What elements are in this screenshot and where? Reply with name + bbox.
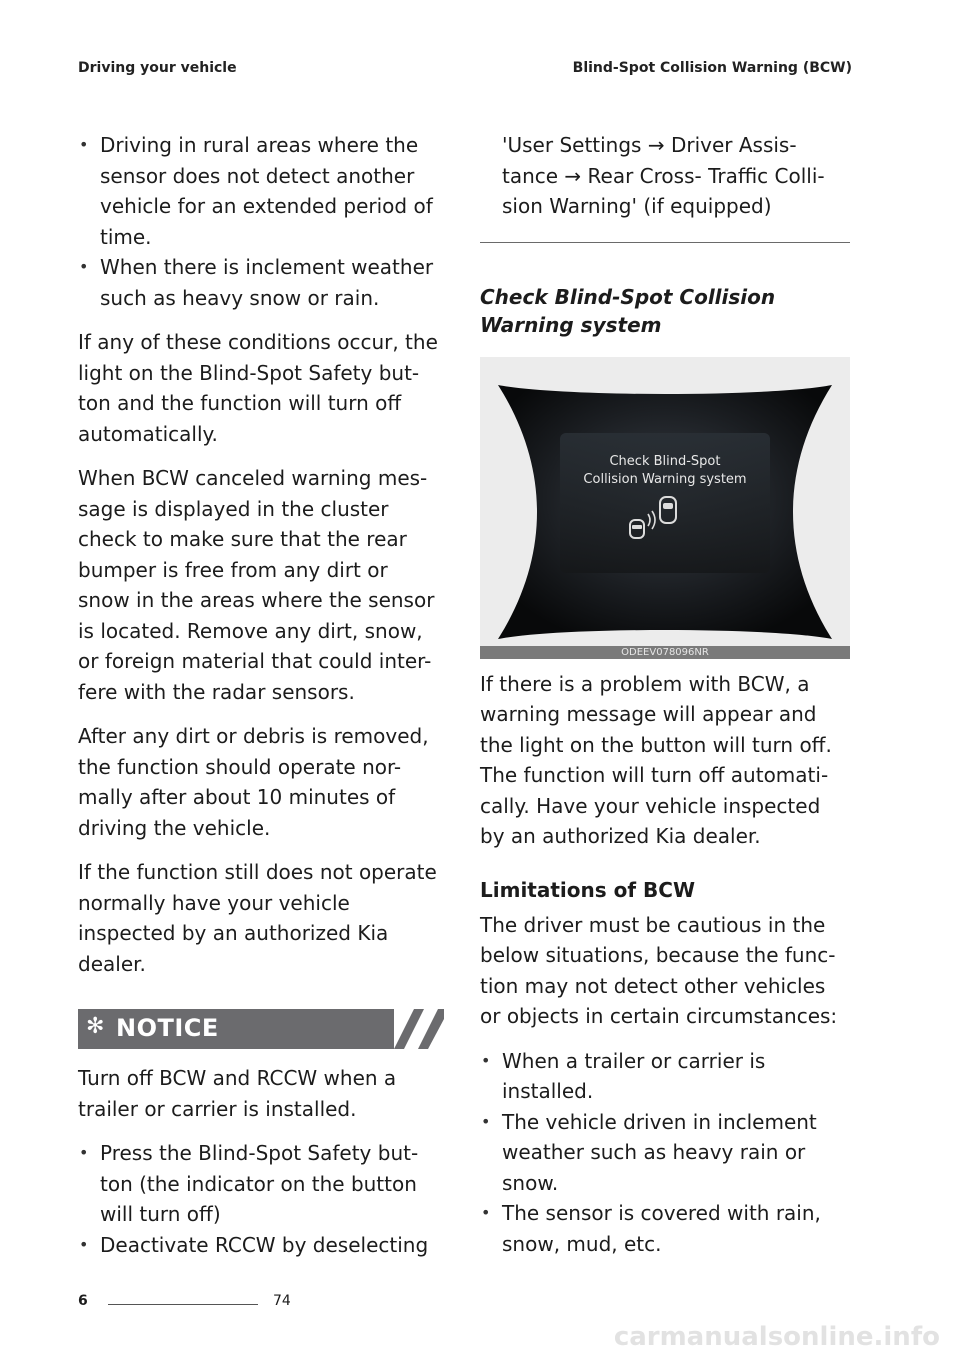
bullet-icon: • [79, 135, 89, 154]
left-column [78, 130, 444, 1274]
paragraph: When BCW canceled warning mes- sage is displayed in the cluster check to make sure that the rear bumper is free from any dirt or snow in the areas where the sensor is located. Remove any dirt, snow, or foreign material that could inter- fere with the radar sensors. [78, 466, 435, 704]
list-item: • Deactivate RCCW by deselecting [78, 1230, 444, 1261]
page-number: 74 [273, 1293, 291, 1309]
bullet-icon: • [79, 1234, 89, 1254]
list-item: • The sensor is covered with rain, snow, mud, etc. [480, 1198, 850, 1259]
bullet-icon: • [79, 257, 89, 276]
cluster-display-illustration [480, 357, 850, 659]
notice-banner [78, 1009, 444, 1049]
bullet-icon: • [481, 1050, 491, 1070]
paragraph: After any dirt or debris is removed, the function should operate nor- mally after about 10 minutes of driving the vehicle. [78, 724, 429, 840]
bullet-icon: • [79, 1143, 89, 1162]
watermark-text: carmanualsonline.info [613, 1322, 940, 1352]
list-item: • The vehicle driven in inclement weather such as heavy rain or snow. [480, 1107, 850, 1199]
figure-code: ODEEV078096NR [480, 646, 850, 659]
list-item: • When there is inclement weather such as heavy snow or rain. [78, 252, 444, 313]
notice-text: Turn off BCW and RCCW when a trailer or carrier is installed. [78, 1066, 397, 1121]
limitations-list [480, 1046, 850, 1260]
asterisk-icon: ✻ [86, 1014, 105, 1039]
section-title: Check Blind-Spot Collision Warning system [480, 284, 776, 337]
right-column [480, 130, 850, 1273]
notice-list [78, 1138, 444, 1260]
diagonal-stripes-icon [380, 1009, 444, 1049]
list-item: • Press the Blind-Spot Safety but- ton (the indicator on the button will turn off) [78, 1138, 444, 1230]
notice-title: NOTICE [116, 1014, 219, 1042]
continued-text: 'User Settings → Driver Assis- tance → Rear Cross- Traffic Colli- sion Warning' (if equipped) [502, 133, 825, 218]
header-chapter-title: Driving your vehicle [78, 60, 237, 76]
bullet-icon: • [481, 1203, 491, 1222]
section-title: Limitations of BCW [480, 877, 695, 902]
paragraph: The driver must be cautious in the below situations, because the func- tion may not detect other vehicles or objects in certain circumstances: [480, 912, 838, 1028]
screen-message-line2: Collision Warning system [583, 471, 747, 487]
list-item: • Driving in rural areas where the sensor does not detect another vehicle for an extended period of time. [78, 130, 444, 252]
screen-message-line1: Check Blind-Spot [609, 453, 721, 469]
conditions-list [78, 130, 444, 313]
divider [480, 242, 850, 243]
list-item: • When a trailer or carrier is installed. [480, 1046, 850, 1107]
paragraph: If there is a problem with BCW, a warning message will appear and the light on the button will turn off. The function will turn off automati- cally. Have your vehicle inspected by an authorized Kia dealer. [480, 671, 832, 848]
header-section-title: Blind-Spot Collision Warning (BCW) [572, 60, 852, 76]
cluster-display-figure [480, 357, 850, 659]
footer-divider [108, 1304, 258, 1305]
chapter-number: 6 [78, 1293, 88, 1309]
paragraph: If the function still does not operate normally have your vehicle inspected by an authorized Kia dealer. [78, 860, 437, 976]
bullet-icon: • [481, 1111, 491, 1131]
paragraph: If any of these conditions occur, the light on the Blind-Spot Safety but- ton and the function will turn off automatically. [78, 330, 438, 446]
